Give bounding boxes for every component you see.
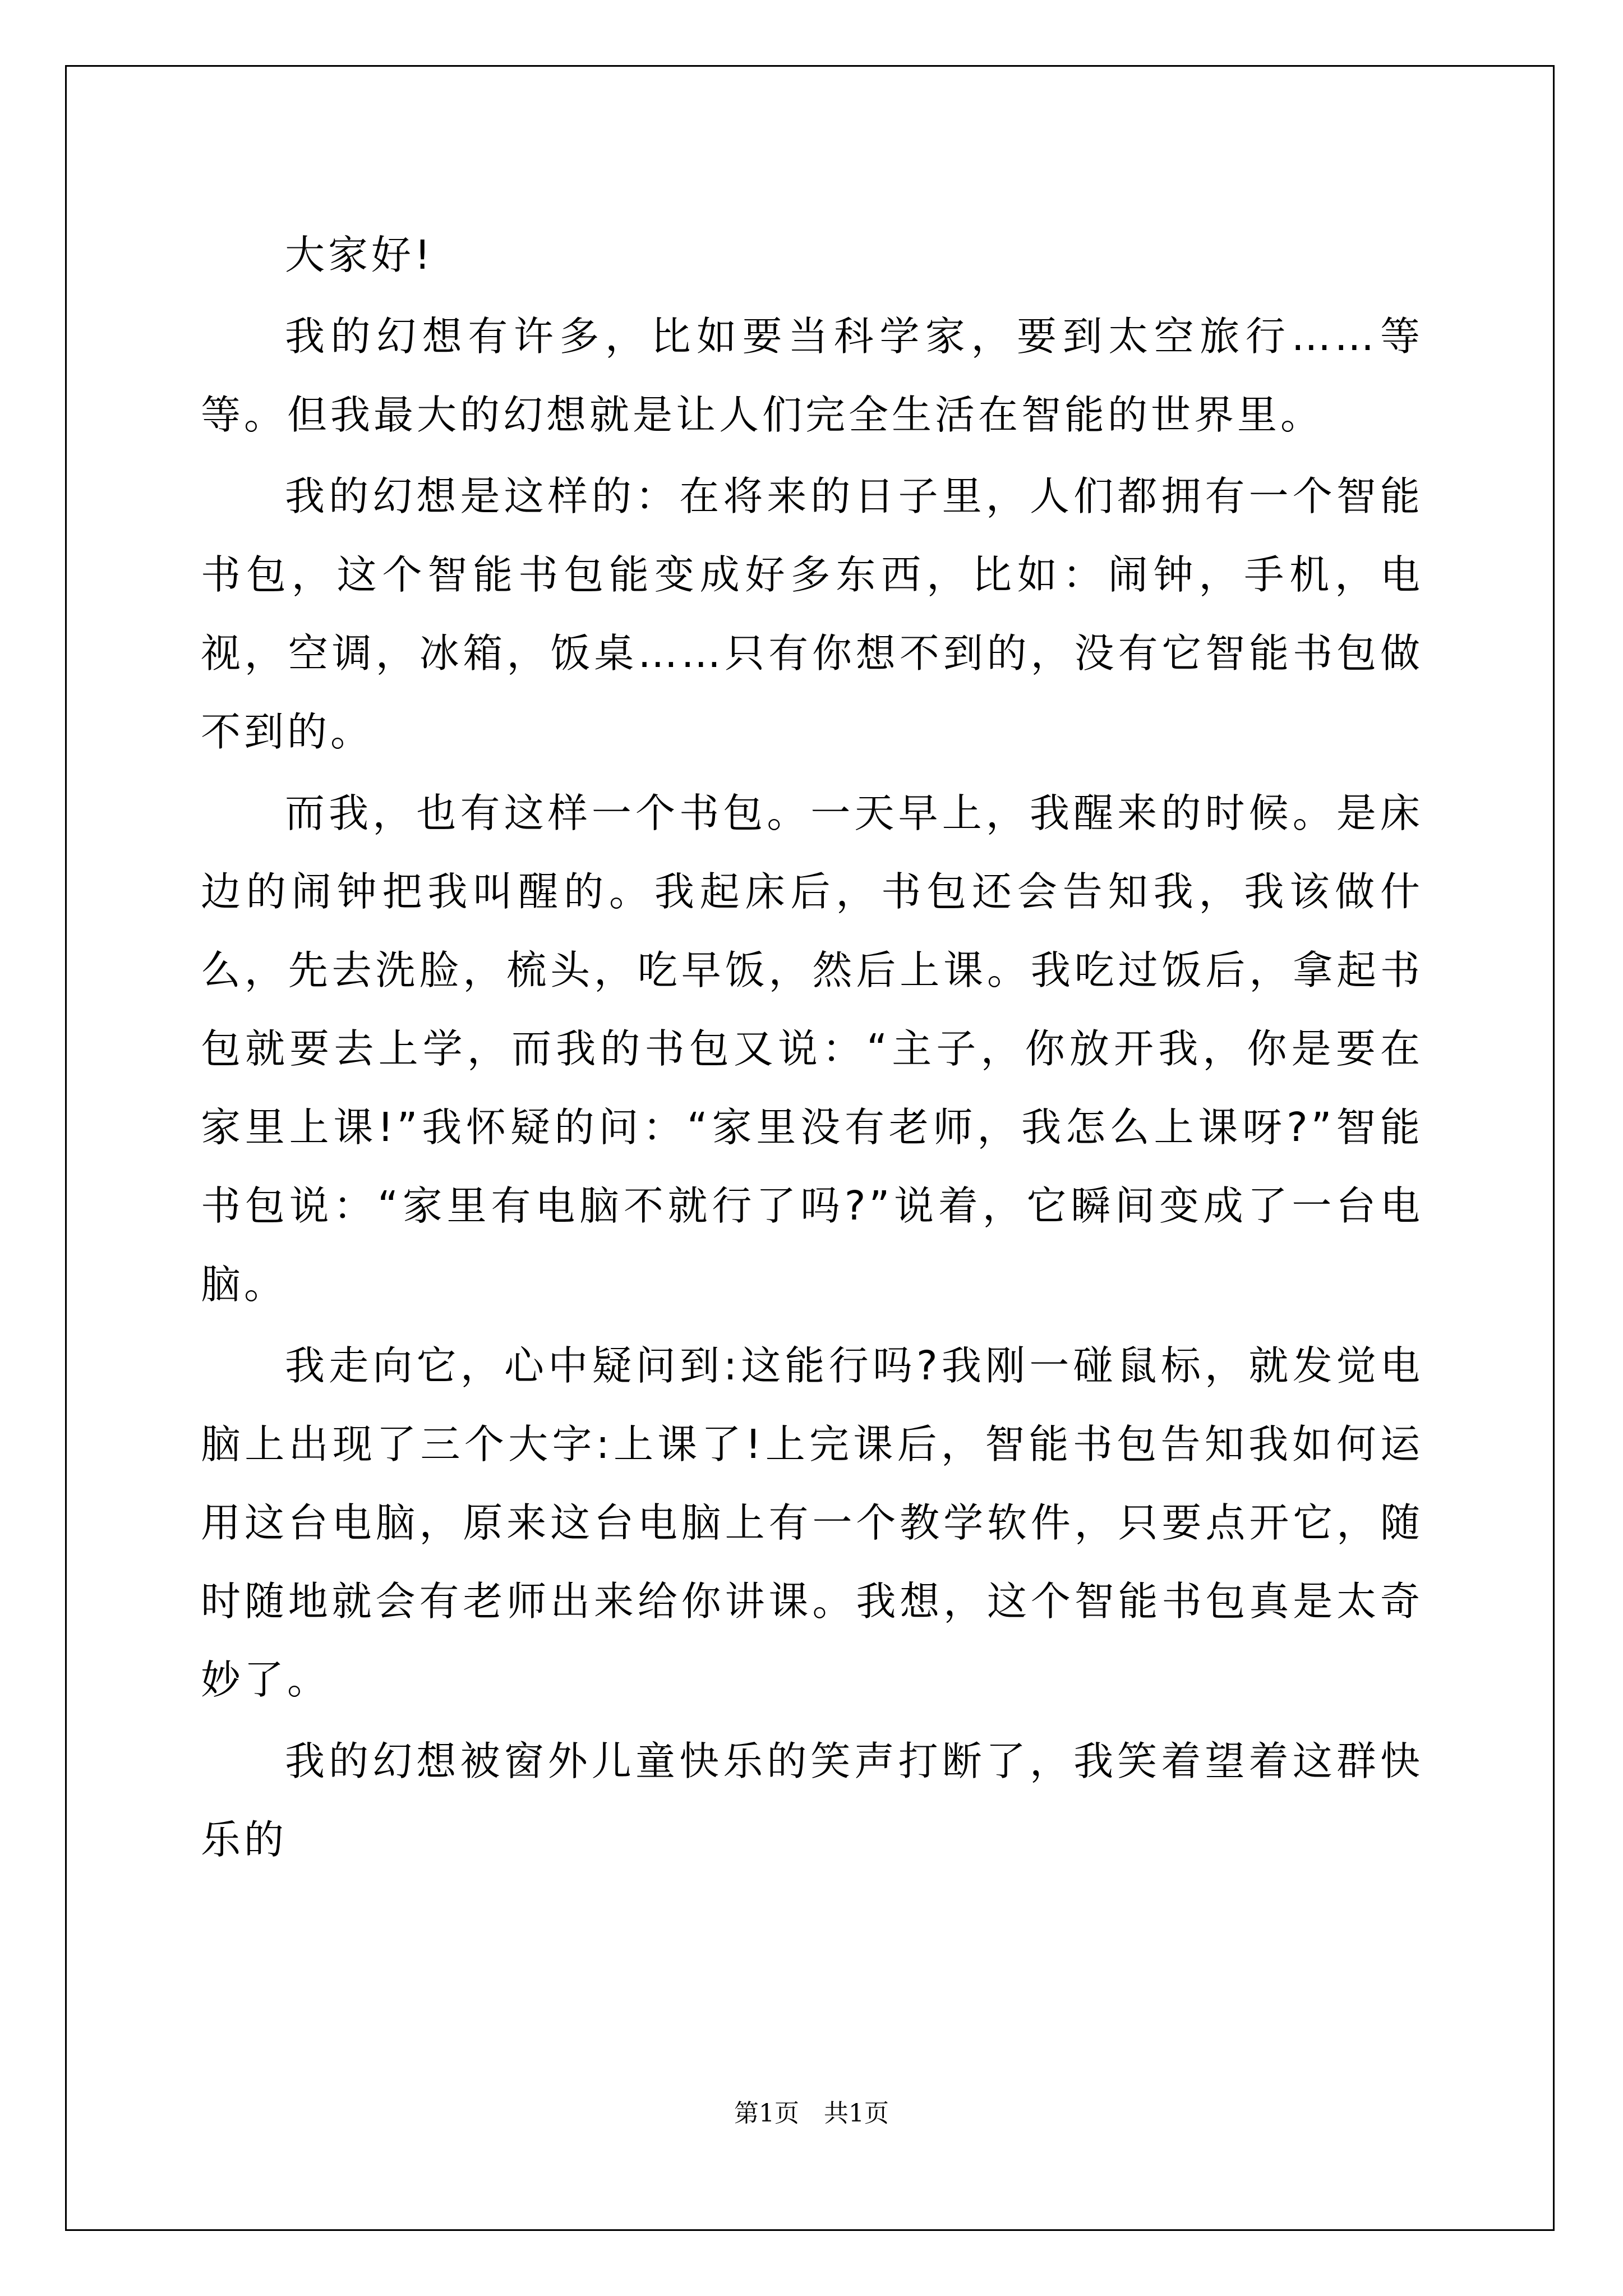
paragraph-1: 我的幻想有许多，比如要当科学家，要到太空旅行……等等。但我最大的幻想就是让人们完全生活在智能的世界里。 bbox=[201, 313, 1423, 438]
paragraph-2: 我的幻想是这样的：在将来的日子里，人们都拥有一个智能书包，这个智能书包能变成好多东西，比如：闹钟，手机，电视，空调，冰箱，饭桌……只有你想不到的，没有它智能书包做不到的。 bbox=[201, 473, 1423, 755]
paragraph-5: 我的幻想被窗外儿童快乐的笑声打断了，我笑着望着这群快乐的 bbox=[201, 1738, 1423, 1863]
page-footer: 第1页 共1页 bbox=[734, 2099, 889, 2128]
document-body bbox=[201, 216, 1423, 1882]
paragraph-greeting: 大家好! bbox=[285, 232, 434, 278]
paragraph-3: 而我，也有这样一个书包。一天早上，我醒来的时候。是床边的闹钟把我叫醒的。我起床后，书包还会告知我，我该做什么，先去洗脸，梳头，吃早饭，然后上课。我吃过饭后，拿起书包就要去上学，而我的书包又说：“主子，你放开我，你是要在家里上课!”我怀疑的问：“家里没有老师，我怎么上课呀?”智能书包说：“家里有电脑不就行了吗?”说着，它瞬间变成了一台电脑。 bbox=[201, 790, 1423, 1308]
paragraph-4: 我走向它，心中疑问到:这能行吗?我刚一碰鼠标，就发觉电脑上出现了三个大字:上课了!上完课后，智能书包告知我如何运用这台电脑，原来这台电脑上有一个教学软件，只要点开它，随时随地就会有老师出来给你讲课。我想，这个智能书包真是太奇妙了。 bbox=[201, 1342, 1423, 1703]
